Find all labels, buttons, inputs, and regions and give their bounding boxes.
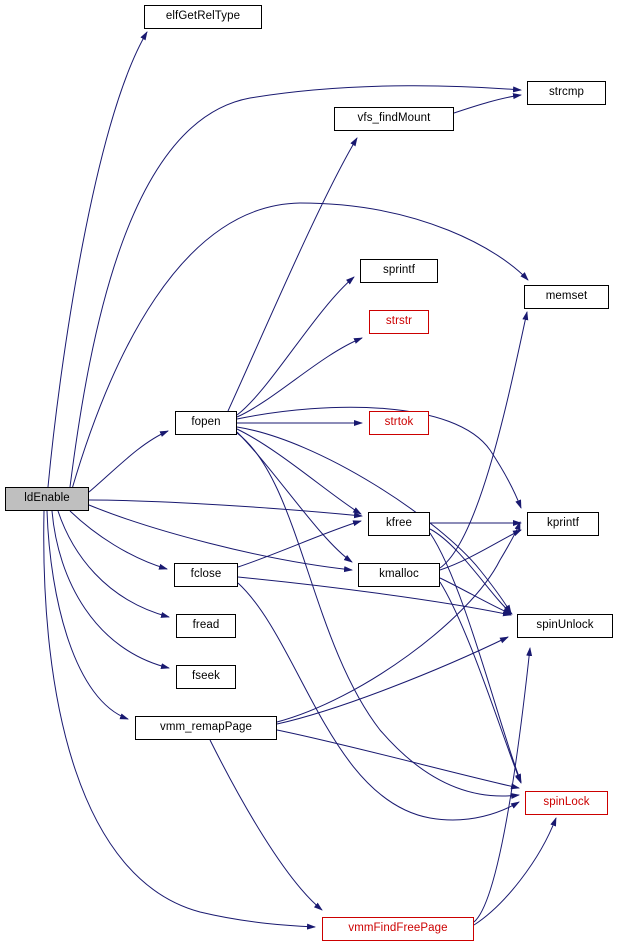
node-label: fseek [192,670,220,683]
node-label: elfGetRelType [165,10,241,23]
node-label: vmmFindFreePage [348,922,448,935]
node-label: spinLock [543,796,590,809]
node-memset[interactable] [524,285,609,309]
node-label: kprintf [546,517,580,530]
node-label: fopen [191,416,221,429]
node-label: spinUnlock [536,619,594,632]
node-elfGetRelType[interactable] [144,5,262,29]
node-label: fread [192,619,220,632]
node-label: ldEnable [24,492,70,505]
node-label: fclose [190,568,222,581]
node-vfs_findMount[interactable] [334,107,454,131]
node-label: kmalloc [379,568,419,581]
node-fread[interactable] [176,614,236,638]
node-label: vfs_findMount [357,112,431,125]
node-label: strstr [385,315,413,328]
node-fclose[interactable] [174,563,238,587]
node-label: memset [545,290,588,303]
node-kfree[interactable] [368,512,430,536]
node-strstr[interactable] [369,310,429,334]
node-kprintf[interactable] [527,512,599,536]
node-ldEnable[interactable] [5,487,89,511]
node-label: sprintf [382,264,416,277]
node-vmm_remapPage[interactable] [135,716,277,740]
node-spinUnlock[interactable] [517,614,613,638]
node-label: strcmp [548,86,585,99]
node-sprintf[interactable] [360,259,438,283]
node-fopen[interactable] [175,411,237,435]
node-strcmp[interactable] [527,81,606,105]
node-strtok[interactable] [369,411,429,435]
node-label: strtok [384,416,414,429]
node-kmalloc[interactable] [358,563,440,587]
node-fseek[interactable] [176,665,236,689]
node-spinLock[interactable] [525,791,608,815]
node-label: vmm_remapPage [159,721,253,734]
node-vmmFindFreePage[interactable] [322,917,474,941]
node-label: kfree [385,517,413,530]
